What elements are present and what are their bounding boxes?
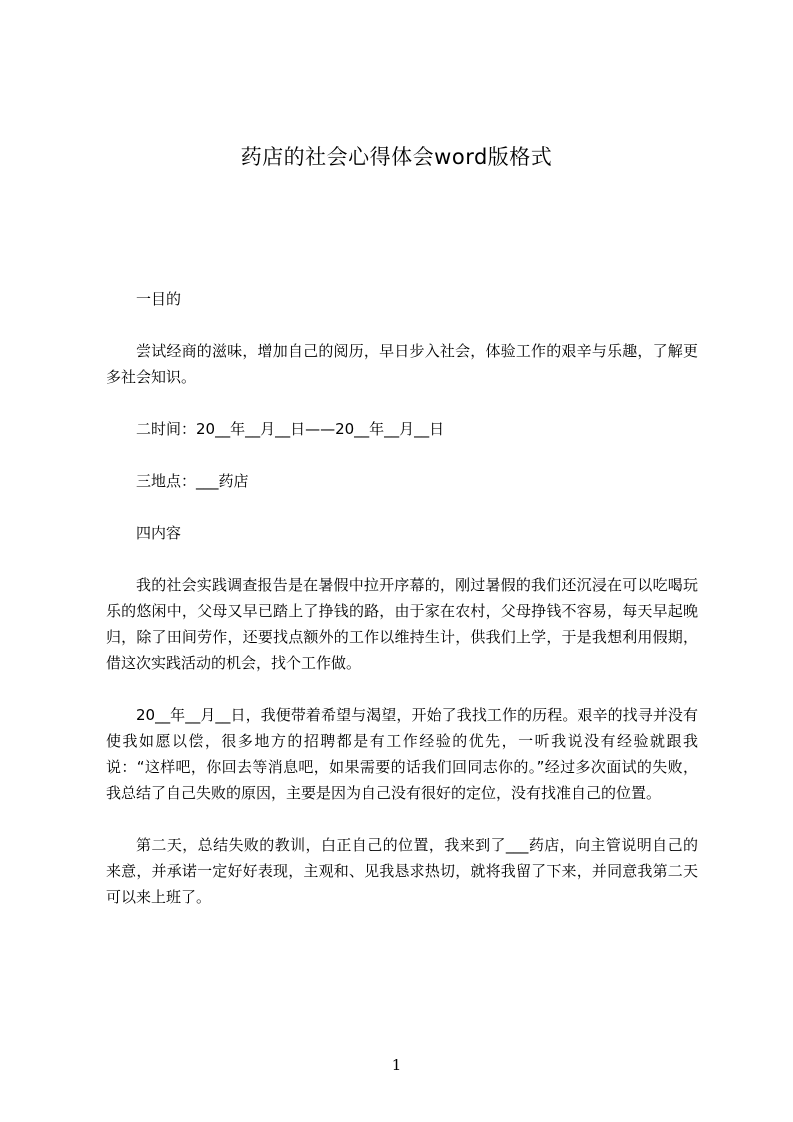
- paragraph-second-day: 第二天，总结失败的教训，白正自己的位置，我来到了___药店，向主管说明自己的来意，并承诺一定好好表现，主观和、见我恳求热切，就将我留了下来，并同意我第二天可以来上班了。: [106, 836, 698, 906]
- heading-location: 三地点：___药店: [136, 472, 249, 490]
- paragraph-intro: 我的社会实践调查报告是在暑假中拉开序幕的，刚过暑假的我们还沉浸在可以吃喝玩乐的悠闲中，父母又早已踏上了挣钱的路，由于家在农村，父母挣钱不容易，每天早起晚归，除了田间劳作，还要找点额外的工作以维持生计，供我们上学，于是我想利用假期，借这次实践活动的机会，找个工作做。: [106, 576, 698, 672]
- document-body: [106, 286, 698, 910]
- heading-purpose: 一目的: [136, 290, 182, 308]
- heading-time: 二时间：20__年__月__日——20__年__月__日: [136, 420, 445, 438]
- heading-content: 四内容: [136, 524, 182, 542]
- page-number: 1: [391, 1056, 402, 1074]
- paragraph-purpose: 尝试经商的滋味，增加自己的阅历，早日步入社会，体验工作的艰辛与乐趣，了解更多社会知识。: [106, 342, 698, 386]
- paragraph-job-search: 20__年__月__日，我便带着希望与渴望，开始了我找工作的历程。艰辛的找寻并没有使我如愿以偿，很多地方的招聘都是有工作经验的优先，一听我说没有经验就跟我说：“这样吧，你回去等消息吧，如果需要的话我们回同志你的。”经过多次面试的失败，我总结了自己失败的原因，主要是因为自己没有很好的定位，没有找准自己的位置。: [106, 706, 698, 802]
- page-title: 药店的社会心得体会word版格式: [240, 145, 553, 169]
